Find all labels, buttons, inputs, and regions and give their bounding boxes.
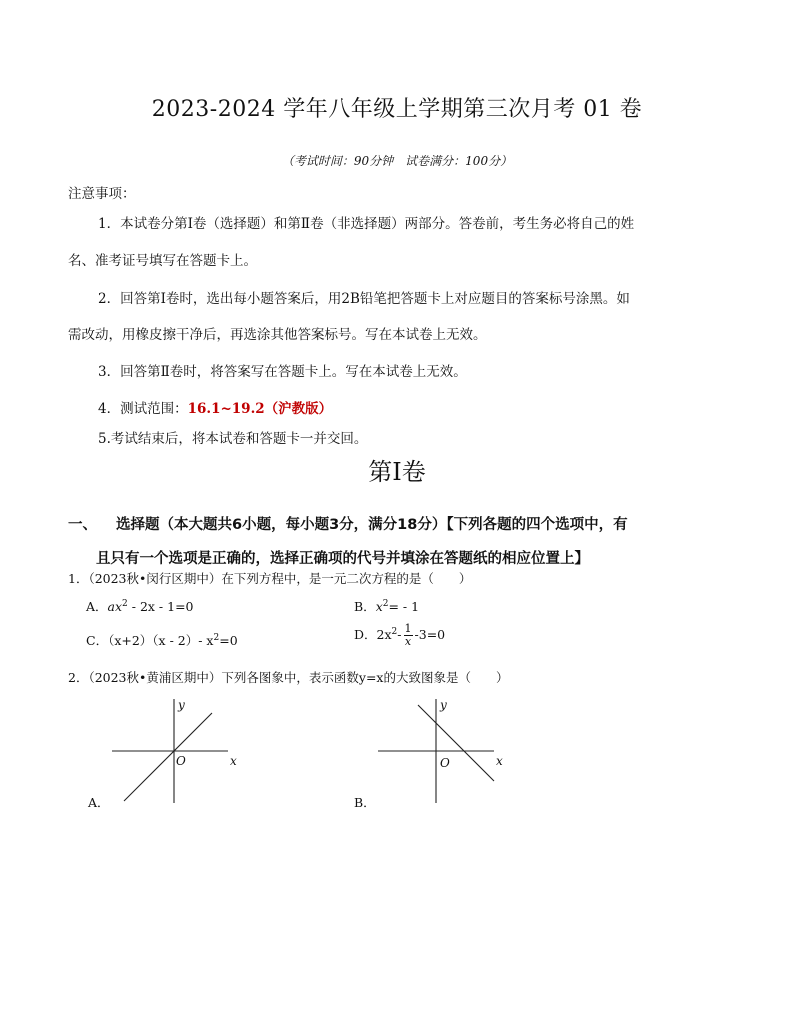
- y-axis-label: y: [178, 698, 185, 712]
- part-heading-line-1: 选择题（本大题共6小题，每小题3分，满分18分）【下列各题的四个选项中，有: [116, 517, 628, 533]
- x-axis-label: x: [230, 754, 237, 768]
- option-expression: （x+2）（x - 2）- x: [108, 633, 214, 648]
- q2-option-b-label: B．: [354, 795, 376, 810]
- option-label: C．: [86, 633, 109, 648]
- q1-option-d: [354, 623, 445, 648]
- section-title: 第Ⅰ卷: [368, 458, 426, 486]
- option-label: B．: [354, 599, 376, 614]
- option-expression: x: [375, 599, 383, 614]
- option-label: D．: [354, 627, 377, 642]
- exponent: 2: [391, 626, 398, 637]
- q1-option-a: [86, 597, 194, 615]
- fraction: [404, 623, 413, 648]
- notice-item-1-line-1: 1．本试卷分第Ⅰ卷（选择题）和第Ⅱ卷（非选择题）两部分。答卷前，考生务必将自己的姓: [98, 216, 635, 232]
- question-2-stem: 2．（2023秋•黄浦区期中）下列各图象中，表示函数y=x的大致图象是（ ）: [68, 670, 509, 685]
- function-line: [124, 713, 212, 801]
- exponent: 2: [122, 598, 128, 609]
- option-expression-rest: -3=0: [414, 627, 446, 642]
- fraction-denominator: x: [404, 635, 412, 648]
- q2-graph-a: [110, 695, 250, 805]
- exponent: 2: [213, 632, 220, 643]
- exponent: 2: [382, 598, 389, 609]
- notice-item-2-line-2: 需改动，用橡皮擦干净后，再选涂其他答案标号。写在本试卷上无效。: [68, 327, 487, 343]
- origin-label: O: [440, 756, 450, 770]
- question-1-stem: 1．（2023秋•闵行区期中）在下列方程中，是一元二次方程的是（ ）: [68, 571, 472, 586]
- notice-item-2-line-1: 2．回答第Ⅰ卷时，选出每小题答案后，用2B铅笔把答题卡上对应题目的答案标号涂黑。如: [98, 291, 630, 307]
- minus-sign: -: [397, 627, 402, 642]
- option-expression: 2x: [376, 627, 392, 642]
- y-axis-label: y: [440, 698, 447, 712]
- x-axis-label: x: [496, 754, 503, 768]
- option-label: A．: [86, 599, 108, 614]
- option-expression-rest: = - 1: [388, 599, 420, 614]
- option-expression-rest: =0: [219, 633, 238, 648]
- q1-option-b: [354, 597, 419, 615]
- page-title: 2023-2024 学年八年级上学期第三次月考 01 卷: [151, 97, 643, 122]
- test-range: 16.1~19.2（沪教版）: [187, 401, 333, 417]
- q1-option-c: [86, 631, 238, 649]
- notice-item-4: [98, 397, 332, 417]
- notice-item-3: 3．回答第Ⅱ卷时，将答案写在答题卡上。写在本试卷上无效。: [98, 364, 467, 380]
- function-line: [418, 705, 494, 781]
- option-expression-rest: - 2x - 1=0: [127, 599, 194, 614]
- origin-label: O: [176, 754, 186, 768]
- option-expression: ax: [107, 599, 123, 614]
- part-number: 一、: [68, 517, 97, 533]
- part-heading-line-2: 且只有一个选项是正确的，选择正确项的代号并填涂在答题纸的相应位置上】: [96, 551, 589, 567]
- notice-heading: 注意事项：: [68, 186, 136, 202]
- notice-item-4-prefix: 4．测试范围：: [98, 401, 188, 417]
- notice-item-5: 5.考试结束后，将本试卷和答题卡一并交回。: [98, 431, 368, 447]
- fraction-numerator: 1: [404, 622, 412, 635]
- q2-option-a-label: A．: [88, 795, 110, 810]
- exam-info: （考试时间：90分钟 试卷满分：100分）: [281, 154, 513, 168]
- q2-graph-b: [376, 695, 516, 805]
- notice-item-1-line-2: 名、准考证号填写在答题卡上。: [68, 253, 257, 269]
